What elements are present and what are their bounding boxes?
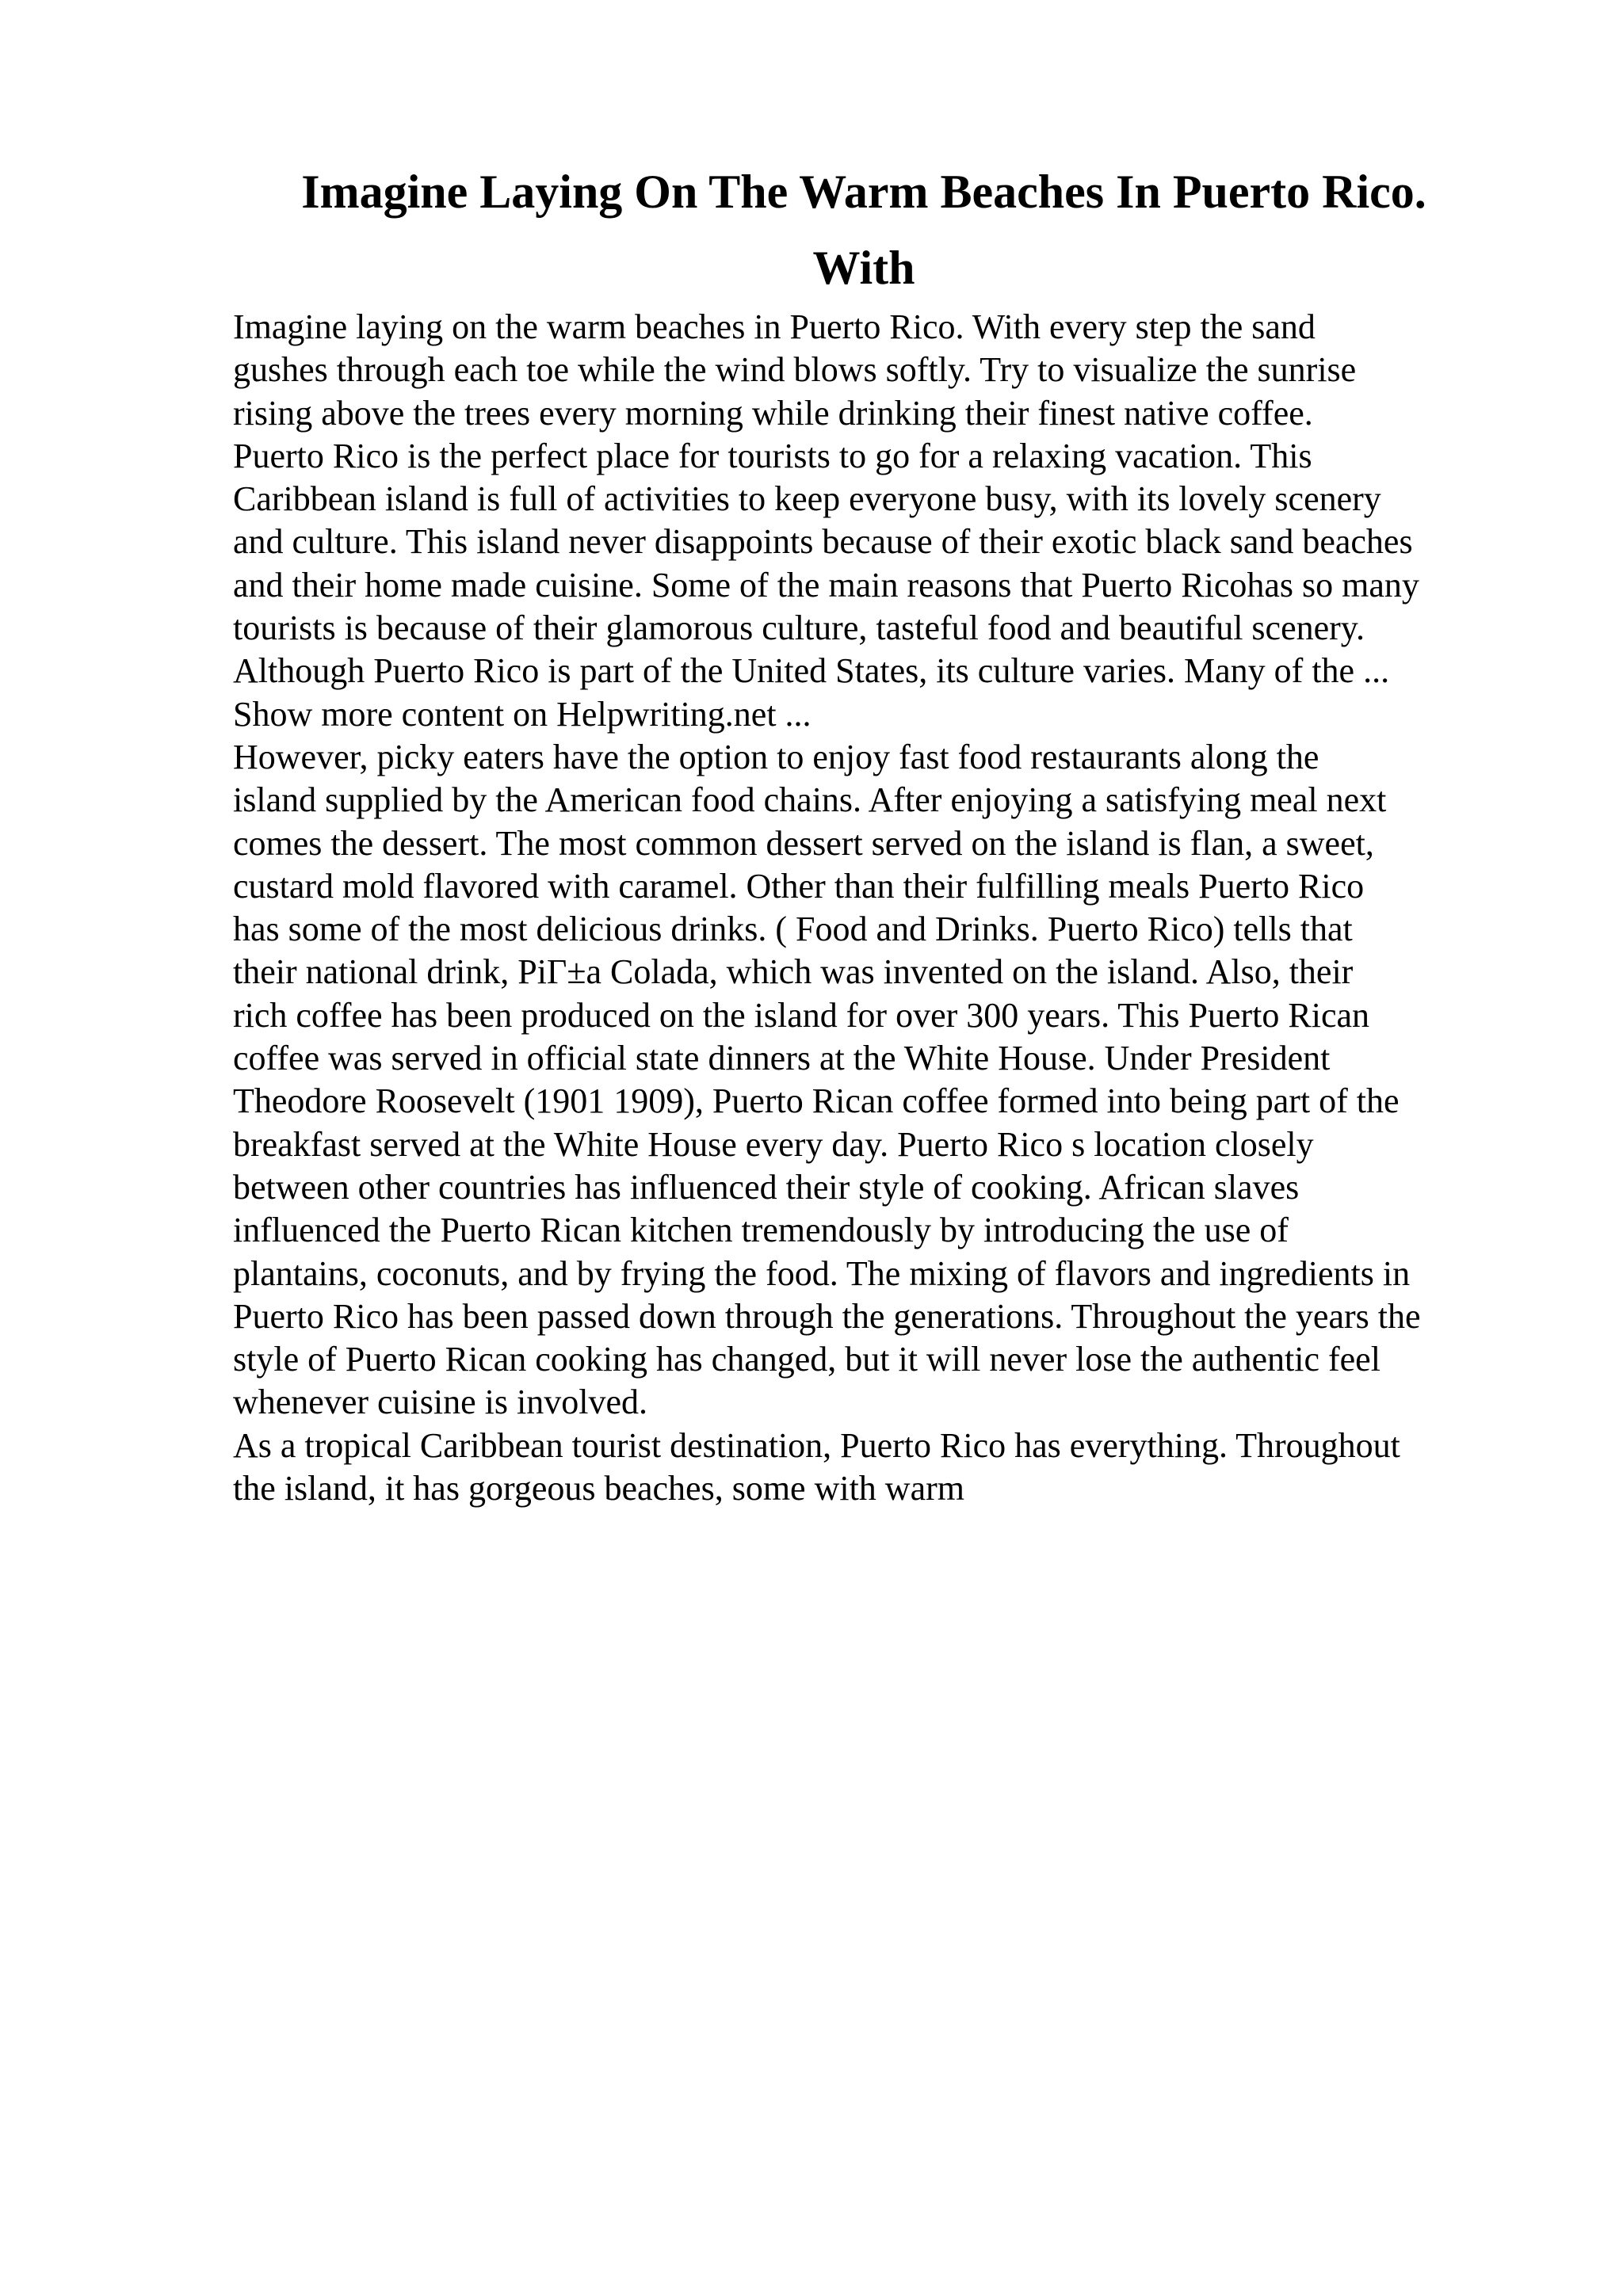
body-line: rich coffee has been produced on the island for over 300 years. This Puerto Rican [233, 995, 1370, 1035]
body-line: whenever cuisine is involved. [233, 1383, 647, 1422]
body-line: has some of the most delicious drinks. ( Food and Drinks. Puerto Rico) tells that [233, 910, 1353, 949]
body-line: influenced the Puerto Rican kitchen tremendously by introducing the use of [233, 1211, 1289, 1250]
body-line: island supplied by the American food chains. After enjoying a satisfying meal next [233, 780, 1387, 820]
body-line: Although Puerto Rico is part of the United States, its culture varies. Many of the ... [233, 651, 1390, 691]
body-line: As a tropical Caribbean tourist destination, Puerto Rico has everything. Throughout [233, 1425, 1400, 1465]
body-line: their national drink, PiΓ±a Colada, which was invented on the island. Also, their [233, 952, 1354, 992]
body-line: plantains, coconuts, and by frying the food. The mixing of flavors and ingredients in [233, 1253, 1411, 1293]
body-line: rising above the trees every morning while drinking their finest native coffee. [233, 393, 1313, 433]
document-title [230, 154, 1498, 306]
body-line: gushes through each toe while the wind blows softly. Try to visualize the sunrise [233, 350, 1357, 390]
body-line: Caribbean island is full of activities to keep everyone busy, with its lovely scenery [233, 479, 1381, 519]
title-line: Imagine Laying On The Warm Beaches In Puerto Rico. [301, 166, 1426, 218]
body-line: style of Puerto Rican cooking has changed, but it will never lose the authentic feel [233, 1340, 1381, 1379]
body-line: Puerto Rico is the perfect place for tourists to go for a relaxing vacation. This [233, 436, 1312, 475]
document-body [233, 306, 1517, 1510]
title-line: With [812, 242, 915, 294]
body-line: custard mold flavored with caramel. Other than their fulfilling meals Puerto Rico [233, 866, 1365, 906]
body-line: between other countries has influenced their style of cooking. African slaves [233, 1167, 1300, 1207]
show-more-line: Show more content on Helpwriting.net ... [233, 694, 812, 734]
body-line: and culture. This island never disappoints because of their exotic black sand beaches [233, 522, 1413, 562]
body-line: Imagine laying on the warm beaches in Puerto Rico. With every step the sand [233, 307, 1316, 346]
body-line: the island, it has gorgeous beaches, some with warm [233, 1469, 964, 1508]
body-line: tourists is because of their glamorous culture, tasteful food and beautiful scenery. [233, 608, 1365, 648]
body-line: comes the dessert. The most common dessert served on the island is flan, a sweet, [233, 823, 1374, 863]
body-line: breakfast served at the White House every day. Puerto Rico s location closely [233, 1124, 1314, 1164]
body-line: Puerto Rico has been passed down through the generations. Throughout the years the [233, 1296, 1421, 1336]
body-line: Theodore Roosevelt (1901 1909), Puerto Rican coffee formed into being part of the [233, 1081, 1400, 1121]
body-line: and their home made cuisine. Some of the main reasons that Puerto Ricohas so many [233, 565, 1419, 605]
body-line: However, picky eaters have the option to enjoy fast food restaurants along the [233, 737, 1319, 776]
body-line: coffee was served in official state dinners at the White House. Under President [233, 1039, 1331, 1078]
